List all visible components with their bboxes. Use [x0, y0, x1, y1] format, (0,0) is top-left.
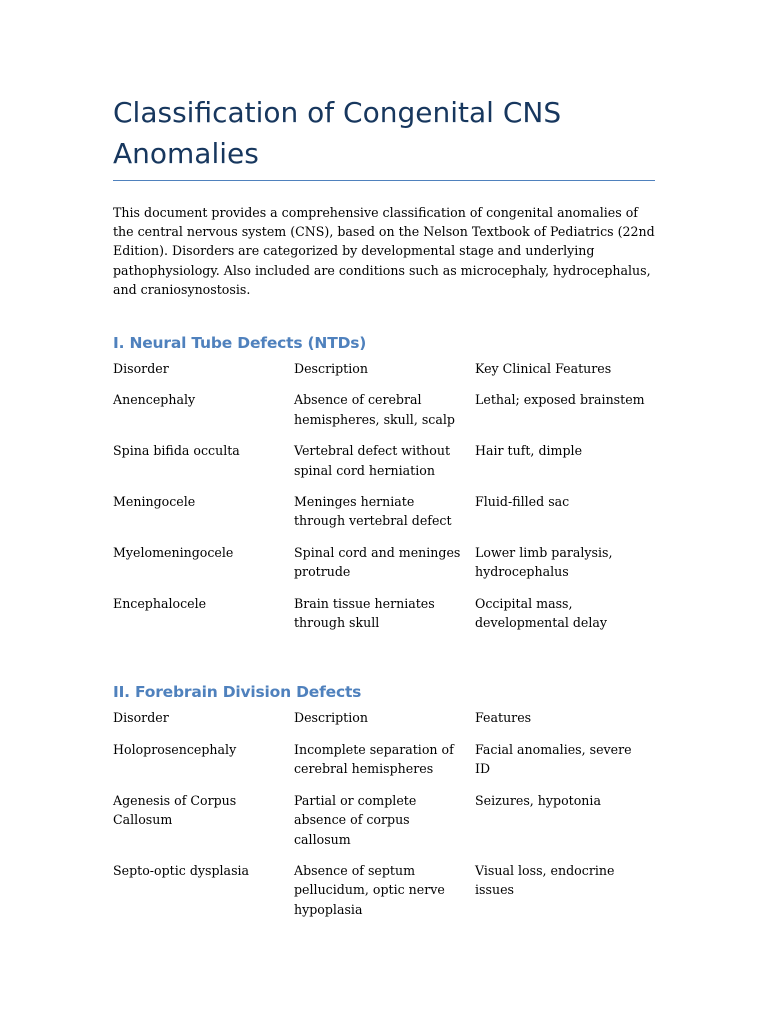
table-row — [113, 740, 655, 791]
cell-disorder: Encephalocele — [113, 595, 207, 611]
cell-description: Vertebral defect without spinal cord herniation — [294, 443, 451, 478]
cell-features: Lethal; exposed brainstem — [475, 392, 645, 408]
cell-description: Meninges herniate through vertebral defect — [294, 494, 452, 529]
table-row — [113, 441, 655, 492]
cell-features: Occipital mass, developmental delay — [475, 595, 608, 631]
document-page — [113, 92, 655, 965]
cell-description: Absence of septum pellucidum, optic nerve hypoplasia — [294, 862, 445, 917]
ntd-table — [113, 359, 655, 644]
cell-disorder: Myelomeningocele — [113, 544, 234, 560]
section-heading: I. Neural Tube Defects (NTDs) — [113, 334, 367, 353]
section-heading: II. Forebrain Division Defects — [113, 683, 362, 702]
intro-paragraph: This document provides a comprehensive classification of congenital anomalies of the central nervous system (CNS), based on the Nelson Textbook of Pediatrics (22nd Edition). Disorders are categorized by developmental stage and underlying pathophysiology. Also included are conditions such as microcephaly, hydrocephalus, and craniosynostosis. — [113, 205, 655, 297]
cell-disorder: Agenesis of Corpus Callosum — [113, 792, 237, 828]
cell-features: Fluid-filled sac — [475, 494, 570, 510]
cell-disorder: Holoprosencephaly — [113, 741, 237, 757]
section-forebrain-division-defects — [113, 682, 655, 931]
column-header-description: Description — [294, 710, 368, 726]
column-header-description: Description — [294, 361, 368, 377]
cell-features: Lower limb paralysis, hydrocephalus — [475, 544, 613, 580]
cell-features: Seizures, hypotonia — [475, 792, 601, 808]
cell-disorder: Meningocele — [113, 494, 196, 510]
table-row — [113, 543, 655, 594]
table-row — [113, 594, 655, 645]
page-title: Classification of Congenital CNS Anomalies — [113, 96, 562, 170]
cell-disorder: Anencephaly — [113, 392, 196, 408]
cell-description: Absence of cerebral hemispheres, skull, scalp — [294, 392, 455, 427]
cell-features: Facial anomalies, severe ID — [475, 741, 632, 777]
table-row — [113, 492, 655, 543]
title-underline — [113, 180, 655, 181]
column-header-disorder: Disorder — [113, 710, 169, 726]
section-neural-tube-defects — [113, 333, 655, 644]
column-header-disorder: Disorder — [113, 361, 169, 377]
table-row — [113, 390, 655, 441]
cell-description: Brain tissue herniates through skull — [294, 595, 435, 631]
table-header-row — [113, 359, 655, 390]
cell-features: Visual loss, endocrine issues — [475, 862, 615, 898]
cell-description: Spinal cord and meninges protrude — [294, 544, 461, 580]
cell-description: Incomplete separation of cerebral hemispheres — [294, 741, 454, 777]
column-header-features: Key Clinical Features — [475, 361, 612, 377]
forebrain-table — [113, 708, 655, 931]
cell-disorder: Spina bifida occulta — [113, 443, 240, 459]
cell-features: Hair tuft, dimple — [475, 443, 583, 459]
cell-description: Partial or complete absence of corpus callosum — [294, 792, 417, 847]
column-header-features: Features — [475, 710, 532, 726]
cell-disorder: Septo-optic dysplasia — [113, 862, 250, 878]
table-header-row — [113, 708, 655, 739]
table-row — [113, 791, 655, 861]
table-row — [113, 861, 655, 931]
